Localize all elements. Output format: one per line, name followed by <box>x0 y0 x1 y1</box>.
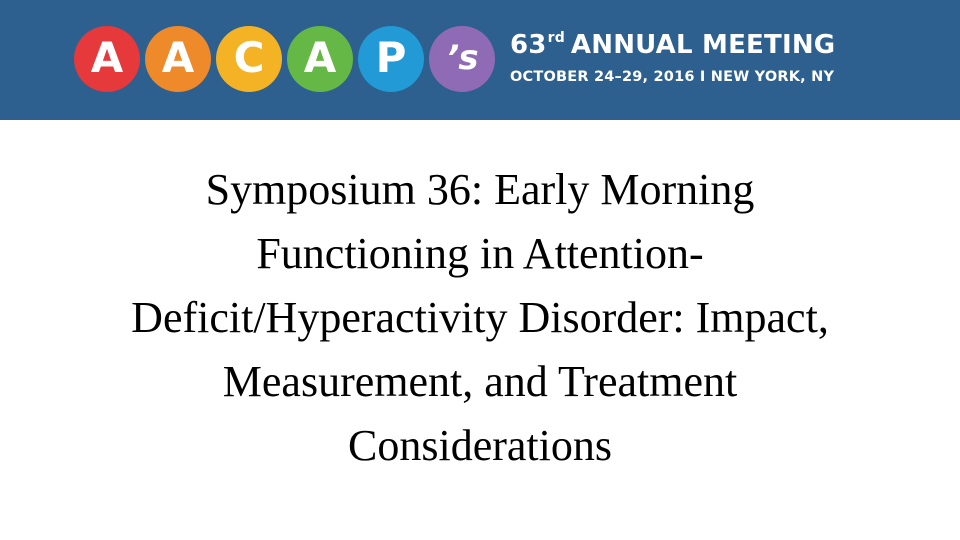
logo-letter-p-text: P <box>375 33 407 82</box>
logo-letter-a1-text: A <box>90 33 124 82</box>
logo-letter-c-text: C <box>233 33 265 82</box>
logo-letter-a2-text: A <box>161 33 195 82</box>
meeting-title <box>510 30 835 64</box>
logo-letter-s <box>429 26 495 92</box>
meeting-dates-location: OCTOBER 24–29, 2016 I NEW YORK, NY <box>510 69 835 85</box>
aacap-logo <box>74 26 500 92</box>
slide-title-line-4: Measurement, and Treatment <box>222 357 738 406</box>
meeting-ordinal-suffix: rd <box>547 30 565 46</box>
slide-title-line-1: Symposium 36: Early Morning <box>205 165 755 214</box>
logo-letter-a1 <box>74 26 140 92</box>
meeting-info <box>510 30 835 87</box>
meeting-ordinal: 63 <box>510 30 547 60</box>
slide-title-line-5: Considerations <box>348 421 612 470</box>
slide-title <box>40 158 920 478</box>
meeting-title-text: ANNUAL MEETING <box>570 30 836 60</box>
logo-letter-s-text: ’s <box>446 38 478 78</box>
header-banner <box>0 0 960 120</box>
logo-letter-a2 <box>145 26 211 92</box>
logo-letter-c <box>216 26 282 92</box>
logo-letter-a3 <box>287 26 353 92</box>
slide-title-line-2: Functioning in Attention- <box>256 229 704 278</box>
slide-title-line-3: Deficit/Hyperactivity Disorder: Impact, <box>131 293 829 342</box>
logo-letter-p <box>358 26 424 92</box>
logo-letter-a3-text: A <box>303 33 337 82</box>
